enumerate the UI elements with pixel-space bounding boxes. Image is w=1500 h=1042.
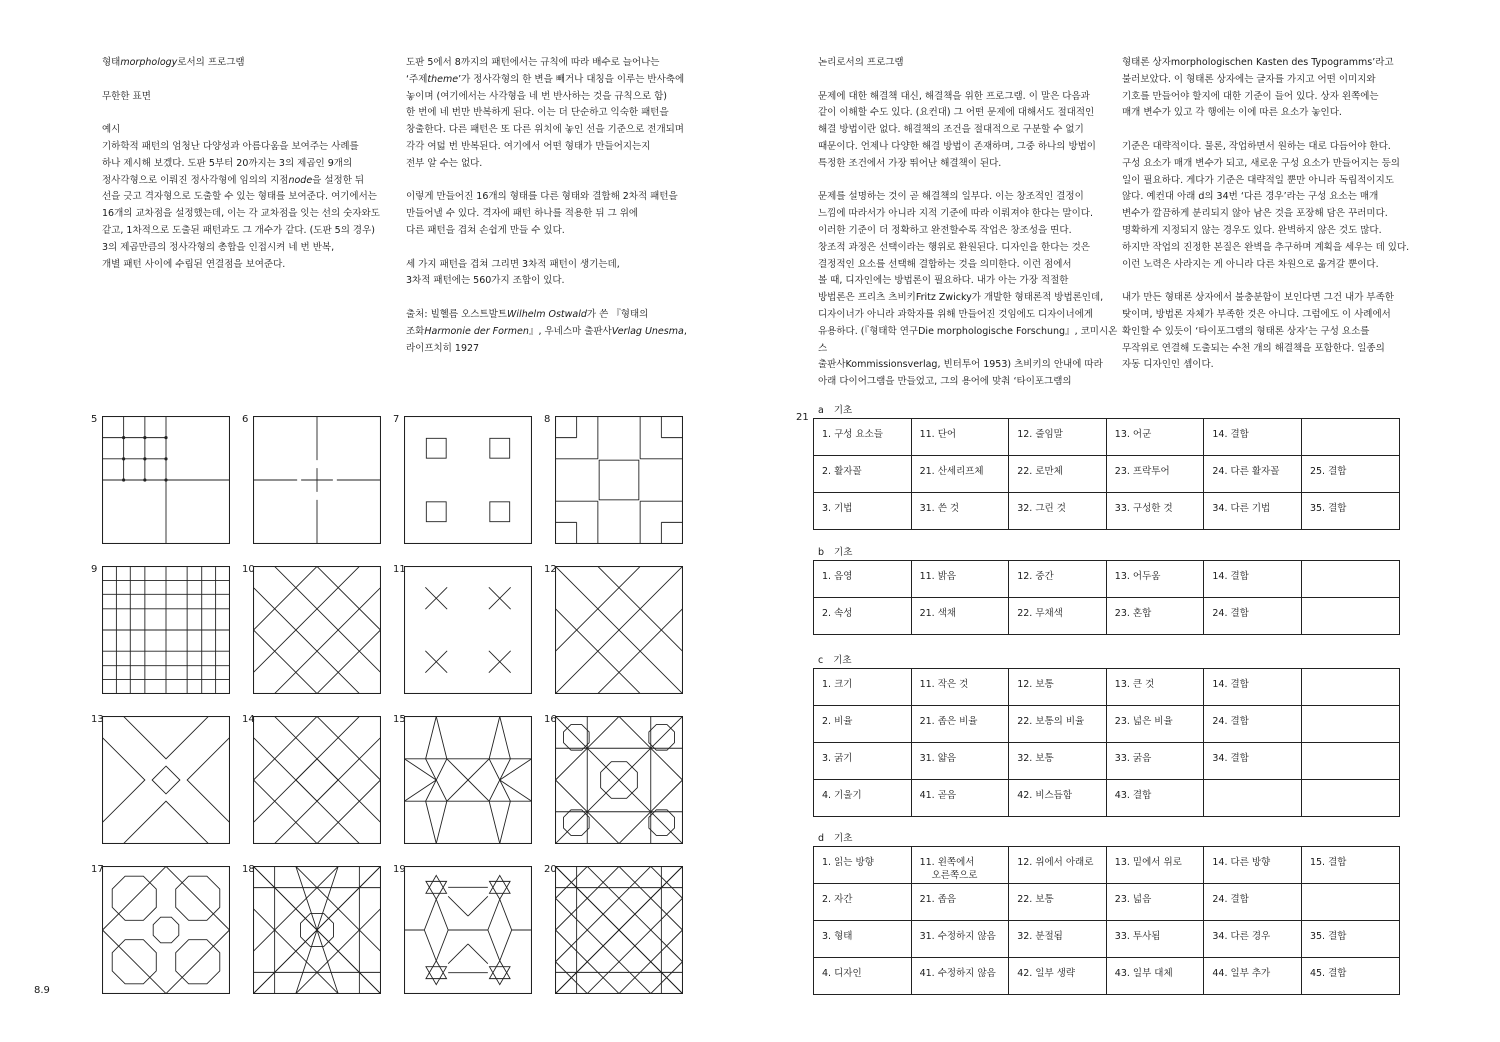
pattern-figure [102, 716, 230, 844]
option-cell: 23. 넓은 비율 [1106, 706, 1204, 743]
text-segment: 만들어낼 수 있다. 격자에 패턴 하나를 적용한 뒤 그 위에 [406, 208, 639, 220]
text-line [818, 55, 1118, 72]
option-cell: 11. 밝음 [911, 561, 1009, 598]
option-cell: 32. 분절됨 [1009, 921, 1107, 958]
text-line [406, 257, 706, 274]
right-text-column-2 [1122, 55, 1422, 374]
section-letter: c [818, 655, 824, 666]
option-cell: 24. 결합 [1204, 884, 1302, 921]
pattern-figure [253, 566, 381, 694]
option-cell [1301, 780, 1399, 817]
table-row [814, 958, 1400, 995]
pattern-number: 17 [91, 864, 104, 875]
text-segment: 세 가지 패턴을 겹쳐 그리면 3차적 패턴이 생기는데, [406, 258, 620, 270]
table-row [814, 780, 1400, 817]
text-segment: 을 설정한 뒤 [312, 174, 365, 186]
text-segment: 기하학적 패턴의 엄청난 다양성과 아름다움을 보여주는 사례를 [102, 140, 359, 152]
option-cell: 24. 다른 활자꼴 [1204, 456, 1302, 493]
parameter-cell: 4. 디자인 [814, 958, 912, 995]
option-cell: 24. 결합 [1204, 598, 1302, 635]
pattern-number: 16 [544, 714, 557, 725]
text-segment: 3차적 패턴에는 560가지 조합이 있다. [406, 275, 565, 287]
parameter-cell: 1. 읽는 방향 [814, 847, 912, 884]
option-cell: 43. 결합 [1106, 780, 1204, 817]
option-cell [1301, 598, 1399, 635]
pattern-figure [404, 716, 532, 844]
text-segment: 전부 알 수는 없다. [406, 157, 483, 169]
right-text-column-1 [818, 55, 1118, 391]
text-segment: 구성 요소가 매개 변수가 되고, 새로운 구성 요소가 만들어지는 등의 [1122, 157, 1400, 169]
text-segment: Wilhelm Ostwald [507, 308, 587, 320]
parameter-table [813, 668, 1400, 817]
section-title: 기초 [834, 547, 853, 558]
pattern-number: 5 [91, 414, 98, 425]
parameter-cell: 3. 형태 [814, 921, 912, 958]
pattern-figure [404, 416, 532, 544]
text-line [1122, 156, 1422, 173]
parameter-table [813, 418, 1400, 530]
text-line [1122, 173, 1422, 190]
text-segment: ‘주제 [406, 73, 428, 85]
text-line [406, 324, 706, 341]
option-cell: 13. 밑에서 위로 [1106, 847, 1204, 884]
text-segment: , 빈터투어 1953) 츠비키의 안내에 따라 [937, 359, 1103, 371]
text-line [406, 72, 706, 89]
option-cell: 32. 보통 [1009, 743, 1107, 780]
text-line [406, 223, 706, 240]
text-line [1122, 189, 1422, 206]
text-segment: 확인할 수 있듯이 ‘타이포그램의 형태론 상자’는 구성 요소를 [1122, 325, 1370, 337]
text-line [818, 122, 1118, 139]
option-cell: 24. 결합 [1204, 706, 1302, 743]
text-segment: 유용하다. (『형태학 연구 [818, 325, 919, 337]
text-segment: 내가 만든 형태론 상자에서 불충분함이 보인다면 그건 내가 부족한 [1122, 292, 1394, 304]
parameter-cell: 2. 자간 [814, 884, 912, 921]
text-segment: 개별 패턴 사이에 수립된 연결점을 보여준다. [102, 258, 286, 270]
text-segment: 다른 패턴을 겹쳐 손쉽게 만들 수 있다. [406, 224, 565, 236]
text-segment: theme [427, 73, 459, 85]
table-row [814, 847, 1400, 884]
text-segment: 논리로서의 프로그램 [818, 57, 904, 68]
option-cell: 21. 산세리프체 [911, 456, 1009, 493]
text-line [102, 173, 392, 190]
text-line [406, 206, 706, 223]
option-cell: 12. 위에서 아래로 [1009, 847, 1107, 884]
pattern-number: 19 [393, 864, 406, 875]
text-segment: Harmonie der Formen [424, 325, 529, 337]
text-line [818, 357, 1118, 374]
text-segment: , [683, 325, 687, 337]
text-line [1122, 223, 1422, 240]
section-title: 기초 [833, 655, 852, 666]
parameter-cell: 1. 크기 [814, 669, 912, 706]
text-segment: 때문이다. 언제나 다양한 해결 방법이 존재하며, 그중 하나의 방법이 [818, 140, 1096, 152]
parameter-cell: 2. 비율 [814, 706, 912, 743]
text-line [102, 55, 392, 72]
text-segment: 이렇게 만들어진 16개의 형태를 다른 형태와 결합해 2차적 패턴을 [406, 191, 678, 203]
option-cell: 44. 일부 추가 [1204, 958, 1302, 995]
text-segment: ’가 정사각형의 한 변을 빼거나 대칭을 이루는 반사축에 [458, 73, 685, 85]
text-segment: 자동 디자인인 셈이다. [1122, 359, 1214, 371]
option-cell: 43. 일부 대체 [1106, 958, 1204, 995]
text-line [1122, 257, 1422, 274]
table-row [814, 598, 1400, 635]
text-segment: Die morphologische Forschung [918, 325, 1066, 337]
text-line [1122, 290, 1422, 307]
option-cell: 35. 결합 [1301, 493, 1399, 530]
text-line [406, 89, 706, 106]
option-cell: 11. 왼쪽에서 오른쪽으로 [911, 847, 1009, 884]
text-line [818, 324, 1118, 358]
text-segment: 16개의 교차점을 설정했는데, 이는 각 교차점을 잇는 선의 숫자와도 [102, 208, 380, 220]
pattern-number: 14 [242, 714, 255, 725]
parameter-table [813, 560, 1400, 635]
page-number: 8.9 [34, 985, 50, 996]
parameter-cell: 1. 음영 [814, 561, 912, 598]
text-line [818, 189, 1118, 206]
text-line [1122, 324, 1422, 341]
text-line [818, 273, 1118, 290]
pattern-figure [555, 716, 683, 844]
option-cell: 33. 구성한 것 [1106, 493, 1204, 530]
text-line [406, 273, 706, 290]
text-line [1122, 139, 1422, 156]
text-line [406, 307, 706, 324]
text-segment: 하나 제시해 보겠다. 도판 5부터 20까지는 3의 제곱인 9개의 [102, 157, 353, 169]
text-segment: 선을 긋고 격자형으로 도출할 수 있는 형태를 보여준다. 여기에서는 [102, 191, 377, 203]
parameter-cell: 3. 굵기 [814, 743, 912, 780]
section-title: 기초 [833, 405, 853, 416]
text-line [102, 206, 392, 223]
text-segment: Verlag Unesma [611, 325, 684, 337]
text-segment: 해결 방법이란 없다. 해결책의 조건을 절대적으로 구분할 수 없기 [818, 124, 1084, 136]
text-segment: 정사각형으로 이뤄진 정사각형에 임의의 지점 [102, 174, 289, 186]
option-cell: 42. 비스듬함 [1009, 780, 1107, 817]
option-cell: 22. 무채색 [1009, 598, 1107, 635]
text-segment: 조화 [406, 325, 425, 337]
parameter-cell: 2. 속성 [814, 598, 912, 635]
text-line [1122, 240, 1422, 257]
text-line [818, 105, 1118, 122]
text-line [1122, 357, 1422, 374]
text-line [818, 374, 1118, 391]
text-line [406, 139, 706, 156]
option-cell [1301, 419, 1399, 456]
text-segment: 이런 노력은 사라지는 게 아니라 다른 차원으로 옮겨갈 뿐이다. [1122, 258, 1379, 270]
option-cell: 13. 큰 것 [1106, 669, 1204, 706]
text-segment: 로서의 프로그램 [177, 57, 245, 68]
text-segment: 문제에 대한 해결책 대신, 해결책을 위한 프로그램. 이 말은 다음과 [818, 90, 1090, 102]
pattern-number: 18 [242, 864, 255, 875]
text-segment: 일이 필요하다. 게다가 기준은 대략적일 뿐만 아니라 독립적이지도 [1122, 174, 1394, 186]
pattern-figure [253, 416, 381, 544]
table-row [814, 706, 1400, 743]
pattern-number: 11 [393, 564, 406, 575]
text-line [406, 341, 706, 358]
option-cell: 34. 다른 경우 [1204, 921, 1302, 958]
table-row [814, 493, 1400, 530]
text-line [406, 55, 706, 72]
option-cell: 34. 다른 기법 [1204, 493, 1302, 530]
option-cell: 22. 보통 [1009, 884, 1107, 921]
option-cell: 34. 결합 [1204, 743, 1302, 780]
pattern-figure [102, 566, 230, 694]
text-segment: 창조적 과정은 선택이라는 행위로 환원된다. 디자인을 한다는 것은 [818, 241, 1090, 253]
text-line [102, 223, 392, 240]
option-cell: 22. 로만체 [1009, 456, 1107, 493]
table-row [814, 921, 1400, 958]
text-segment: 명확하게 지정되지 않는 경우도 있다. 완벽하지 않은 것도 많다. [1122, 224, 1382, 236]
pattern-figure [555, 566, 683, 694]
text-segment: 기호를 만들어야 할지에 대한 기준이 들어 있다. 상자 왼쪽에는 [1122, 90, 1379, 102]
section-heading [818, 544, 862, 558]
option-cell: 14. 결합 [1204, 561, 1302, 598]
text-segment: 방법론은 프리츠 츠비키 [818, 292, 916, 304]
text-segment: morphology [120, 57, 178, 68]
table-row [814, 884, 1400, 921]
option-cell: 32. 그린 것 [1009, 493, 1107, 530]
option-cell: 33. 투사됨 [1106, 921, 1204, 958]
text-segment: morphologischen Kasten des Typogramms [1170, 57, 1373, 68]
option-cell: 15. 결합 [1301, 847, 1399, 884]
option-cell [1301, 706, 1399, 743]
text-segment: 』, 코미시온스 [818, 325, 1118, 354]
text-segment: 형태론 상자 [1122, 57, 1171, 68]
option-cell [1301, 743, 1399, 780]
text-segment: ’라고 [1372, 57, 1394, 68]
section-letter: a [818, 405, 824, 416]
text-segment: 결정적인 요소를 선택해 결합하는 것을 의미한다. 이런 점에서 [818, 258, 1072, 270]
text-segment: 무작위로 연결해 도출되는 수천 개의 해결책을 포함한다. 일종의 [1122, 342, 1385, 354]
option-cell: 12. 보통 [1009, 669, 1107, 706]
text-segment: 형태 [102, 57, 121, 68]
option-cell: 14. 결합 [1204, 419, 1302, 456]
text-segment: 않다. 예컨대 아래 d의 34번 ‘다른 경우’라는 구성 요소는 매개 [1122, 191, 1379, 203]
table-row [814, 743, 1400, 780]
text-segment: node [288, 174, 313, 186]
text-segment: 각각 여덟 번 반복된다. 여기에서 어떤 형태가 만들어지는지 [406, 140, 651, 152]
left-text-column-2 [406, 55, 706, 357]
text-segment: 디자이너가 아니라 과학자를 위해 만들어진 것임에도 디자이너에게 [818, 308, 1094, 320]
text-line [818, 290, 1118, 307]
option-cell: 31. 수정하지 않음 [911, 921, 1009, 958]
parameter-cell: 3. 기법 [814, 493, 912, 530]
parameter-cell: 1. 구성 요소들 [814, 419, 912, 456]
option-cell: 42. 일부 생략 [1009, 958, 1107, 995]
text-line [406, 189, 706, 206]
text-line [1122, 89, 1422, 106]
section-heading [818, 652, 862, 666]
pattern-figure [253, 866, 381, 994]
pattern-figure [404, 866, 532, 994]
parameter-table [813, 846, 1400, 995]
text-segment: 매개 변수가 있고 각 행에는 이에 따른 요소가 놓인다. [1122, 107, 1342, 119]
text-segment: 가 쓴 『형태의 [586, 308, 649, 320]
parameter-cell: 2. 활자꼴 [814, 456, 912, 493]
option-cell: 41. 곧음 [911, 780, 1009, 817]
option-cell: 13. 어군 [1106, 419, 1204, 456]
text-segment: 무한한 표면 [102, 90, 151, 102]
text-segment: 예시 [102, 124, 121, 136]
text-line [102, 139, 392, 156]
text-segment: 불러보았다. 이 형태론 상자에는 글자를 가지고 어떤 이미지와 [1122, 73, 1376, 85]
text-segment: 느낌에 따라서가 아니라 지적 기준에 따라 이뤄져야 한다는 말이다. [818, 208, 1093, 220]
option-cell: 21. 색채 [911, 598, 1009, 635]
left-text-column-1 [102, 55, 392, 273]
parameter-cell: 4. 기울기 [814, 780, 912, 817]
text-segment: 라이프치히 1927 [406, 342, 480, 354]
text-segment: 출판사 [818, 359, 846, 371]
text-segment: 변수가 깔끔하게 분리되지 않아 남은 것을 포장해 담은 꾸러미다. [1122, 208, 1388, 220]
text-line [818, 307, 1118, 324]
text-segment: 한 번에 네 번만 반복하게 된다. 이는 더 단순하고 익숙한 패턴을 [406, 107, 669, 119]
text-line [1122, 341, 1422, 358]
option-cell: 33. 굵음 [1106, 743, 1204, 780]
pattern-number: 7 [393, 414, 400, 425]
section-letter: d [818, 833, 825, 844]
text-segment: 도판 5에서 8까지의 패턴에서는 규칙에 따라 배수로 늘어나는 [406, 57, 660, 68]
section-title: 기초 [834, 833, 853, 844]
text-segment: 』, 우네스마 출판사 [528, 325, 612, 337]
option-cell: 14. 다른 방향 [1204, 847, 1302, 884]
section-letter: b [818, 547, 825, 558]
text-segment: 같고, 1차적으로 도출된 패턴과도 그 개수가 같다. (도판 5의 경우) [102, 224, 375, 236]
text-line [818, 139, 1118, 156]
option-cell [1301, 884, 1399, 921]
text-line [1122, 307, 1422, 324]
text-line [1122, 105, 1422, 122]
text-line [1122, 72, 1422, 89]
option-cell [1301, 669, 1399, 706]
pattern-figure [253, 716, 381, 844]
text-segment: Kommissionsverlag [845, 359, 938, 371]
text-line [818, 240, 1118, 257]
option-cell: 11. 단어 [911, 419, 1009, 456]
option-cell: 25. 결합 [1301, 456, 1399, 493]
pattern-number: 15 [393, 714, 406, 725]
pattern-number: 13 [91, 714, 104, 725]
option-cell: 12. 중간 [1009, 561, 1107, 598]
text-segment: 놓이며 (여기에서는 사각형을 네 번 반사하는 것을 규칙으로 함) [406, 90, 667, 102]
text-line [406, 122, 706, 139]
option-cell: 41. 수정하지 않음 [911, 958, 1009, 995]
text-line [818, 89, 1118, 106]
text-line [102, 257, 392, 274]
text-segment: 볼 때, 디자인에는 방법론이 필요하다. 내가 아는 가장 적절한 [818, 275, 1069, 287]
pattern-number: 9 [91, 564, 98, 575]
section-heading [818, 830, 862, 844]
option-cell: 22. 보통의 비율 [1009, 706, 1107, 743]
text-segment: 하지만 작업의 진정한 본질은 완벽을 추구하며 계획을 세우는 데 있다. [1122, 241, 1410, 253]
pattern-figure [102, 416, 230, 544]
option-cell: 35. 결합 [1301, 921, 1399, 958]
pattern-figure [102, 866, 230, 994]
table-row [814, 669, 1400, 706]
text-line [818, 156, 1118, 173]
figure-number: 21 [796, 412, 809, 423]
text-segment: 창출한다. 다른 패턴은 또 다른 위치에 놓인 선을 기준으로 전개되며 [406, 124, 684, 136]
text-segment: 아래 다이어그램을 만들었고, 그의 용어에 맞춰 ‘타이포그램의 [818, 376, 1072, 388]
text-line [818, 223, 1118, 240]
option-cell: 45. 결합 [1301, 958, 1399, 995]
text-line [406, 156, 706, 173]
text-line [1122, 55, 1422, 72]
text-line [1122, 206, 1422, 223]
text-segment: 기준은 대략적이다. 물론, 작업하면서 원하는 대로 다듬어야 한다. [1122, 140, 1391, 152]
text-line [818, 257, 1118, 274]
text-line [818, 206, 1118, 223]
text-line [102, 189, 392, 206]
text-line [102, 122, 392, 139]
option-cell: 23. 넓음 [1106, 884, 1204, 921]
section-heading [818, 402, 862, 416]
option-cell: 12. 줄임말 [1009, 419, 1107, 456]
table-row [814, 419, 1400, 456]
text-segment: 특정한 조건에서 가장 뛰어난 해결책이 된다. [818, 157, 1002, 169]
text-line [102, 89, 392, 106]
text-segment: 출처: 빌헬름 오스트발트 [406, 308, 508, 320]
text-segment: 같이 이해할 수도 있다. (요컨대) 그 어떤 문제에 대해서도 절대적인 [818, 107, 1095, 119]
pattern-number: 12 [544, 564, 557, 575]
option-cell: 31. 쓴 것 [911, 493, 1009, 530]
text-segment: 이러한 기준이 더 정확하고 완전할수록 작업은 창조성을 띤다. [818, 224, 1072, 236]
pattern-number: 8 [544, 414, 551, 425]
option-cell: 21. 좁음 [911, 884, 1009, 921]
text-line [102, 156, 392, 173]
option-cell [1204, 780, 1302, 817]
option-cell: 23. 프락투어 [1106, 456, 1204, 493]
text-line [406, 105, 706, 122]
option-cell: 13. 어두움 [1106, 561, 1204, 598]
option-cell: 14. 결합 [1204, 669, 1302, 706]
pattern-number: 10 [242, 564, 255, 575]
pattern-number: 6 [242, 414, 249, 425]
text-segment: 탓이며, 방법론 자체가 부족한 것은 아니다. 그럼에도 이 사례에서 [1122, 308, 1391, 320]
table-row [814, 456, 1400, 493]
option-cell [1301, 561, 1399, 598]
pattern-figure [555, 866, 683, 994]
text-segment: 문제를 설명하는 것이 곧 해결책의 일부다. 이는 창조적인 결정이 [818, 191, 1084, 203]
option-cell: 21. 좁은 비율 [911, 706, 1009, 743]
pattern-number: 20 [544, 864, 557, 875]
text-segment: 3의 제곱만큼의 정사각형의 총합을 인접시켜 네 번 반복, [102, 241, 335, 253]
text-segment: Fritz Zwicky [915, 292, 972, 304]
option-cell: 23. 혼합 [1106, 598, 1204, 635]
text-line [102, 240, 392, 257]
pattern-figure [404, 566, 532, 694]
pattern-figure [555, 416, 683, 544]
option-cell: 31. 얇음 [911, 743, 1009, 780]
table-row [814, 561, 1400, 598]
text-segment: 가 개발한 형태론적 방법론인데, [971, 292, 1104, 304]
option-cell: 11. 작은 것 [911, 669, 1009, 706]
